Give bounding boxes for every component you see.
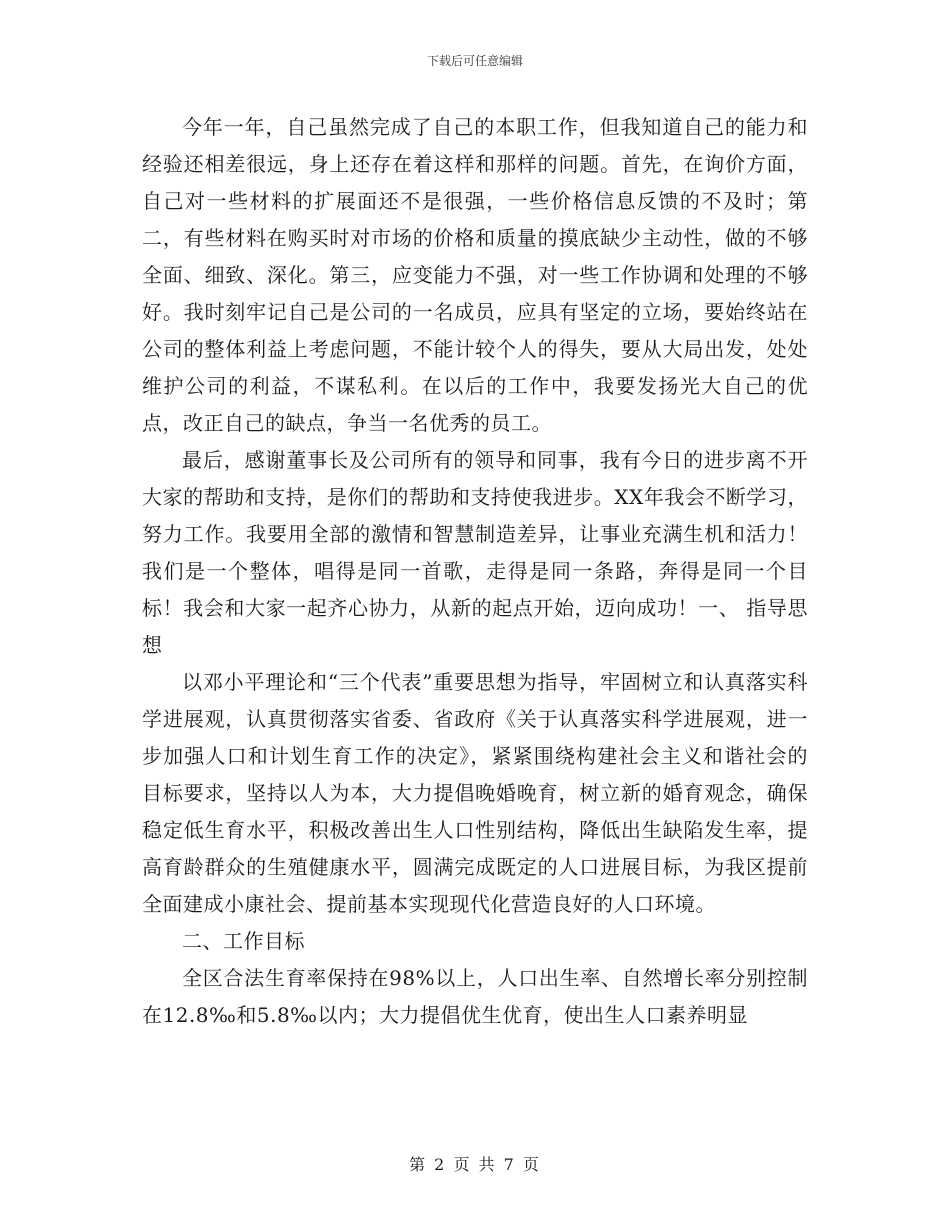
paragraph-guiding-thought: 以邓小平理论和“三个代表”重要思想为指导，牢固树立和认真落实科学进展观，认真贯彻落实省委、省政府《关于认真落实科学进展观，进一步加强人口和计划生育工作的决定》，紧紧围绕构建社会主义和谐社会的目标要求，坚持以人为本，大力提倡晚婚晚育，树立新的婚育观念，确保稳定低生育水平，积极改善出生人口性别结构，降低出生缺陷发生率，提高育龄群众的生殖健康水平，圆满完成既定的人口进展目标，为我区提前全面建成小康社会、提前基本实现现代化营造良好的人口环境。 — [142, 670, 808, 916]
paragraph-work-goals: 全区合法生育率保持在98%以上，人口出生率、自然增长率分别控制在12.8‰和5.8‰以内；大力提倡优生优育，使出生人口素养明显 — [142, 966, 808, 1027]
section-heading-work-goals: 二、工作目标 — [182, 929, 305, 953]
paragraph-self-assessment: 今年一年，自己虽然完成了自己的本职工作，但我知道自己的能力和经验还相差很远，身上还存在着这样和那样的问题。首先，在询价方面，自己对一些材料的扩展面还不是很强，一些价格信息反馈的不及时；第二，有些材料在购买时对市场的价格和质量的摸底缺少主动性，做的不够全面、细致、深化。第三，应变能力不强，对一些工作协调和处理的不够好。我时刻牢记自己是公司的一名成员，应具有坚定的立场，要始终站在公司的整体利益上考虑问题，不能计较个人的得失，要从大局出发，处处维护公司的利益，不谋私利。在以后的工作中，我要发扬光大自己的优点，改正自己的缺点，争当一名优秀的员工。 — [142, 115, 808, 435]
paragraph-thanks: 最后，感谢董事长及公司所有的领导和同事，我有今日的进步离不开大家的帮助和支持，是你们的帮助和支持使我进步。XX年我会不断学习，努力工作。我要用全部的激情和智慧制造差异，让事业充满生机和活力！我们是一个整体，唱得是同一首歌，走得是同一条路，奔得是同一个目标！我会和大家一起齐心协力，从新的起点开始，迈向成功！一、 指导思想 — [142, 448, 808, 657]
page-header-note: 下载后可任意编辑 — [426, 54, 523, 68]
document-body — [142, 109, 808, 1034]
page-number: 第 2 页 共 7 页 — [409, 1155, 541, 1174]
